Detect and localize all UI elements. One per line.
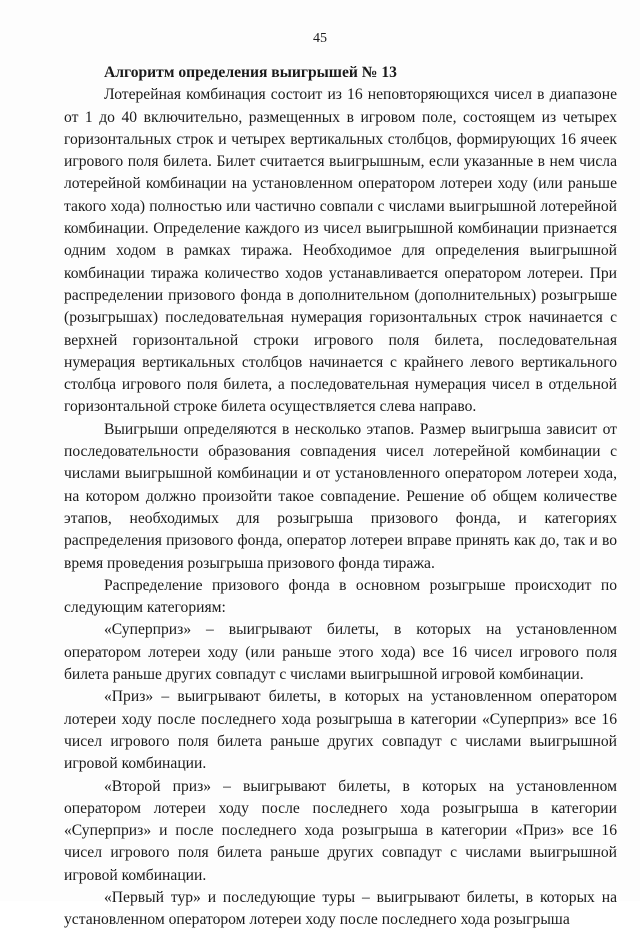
document-body [64,62,617,932]
paragraph-prize: «Приз» – выигрывают билеты, в которых на установленном оператором лотереи ходу после последнего хода розыгрыша в категории «Суперприз» все 16 чисел игрового поля билета раньше других совпадут с числами выигрышной игровой комбинации. [64,688,617,773]
section-heading: Алгоритм определения выигрышей № 13 [104,64,397,81]
page-number: 45 [313,31,327,46]
paragraph-second-prize: «Второй приз» – выигрывают билеты, в которых на установленном оператором лотереи ходу после последнего хода розыгрыша в категории «Суперприз» и после последнего хода розыгрыша в категории «Приз» все 16 чисел игрового поля билета раньше других совпадут с числами выигрышной игровой комбинации. [64,777,617,884]
paragraph-superprize: «Суперприз» – выигрывают билеты, в которых на установленном оператором лотереи ходу (или раньше этого хода) все 16 чисел игрового поля билета раньше других совпадут с числами выигрышной игровой комбинации. [64,621,617,684]
paragraph-first-round: «Первый тур» и последующие туры – выигрывают билеты, в которых на установленном оператором лотереи ходу после последнего хода розыгрыша [64,888,617,929]
paragraph-categories-intro: Распределение призового фонда в основном розыгрыше происходит по следующим категориям: [64,576,617,617]
paragraph-intro: Лотерейная комбинация состоит из 16 неповторяющихся чисел в диапазоне от 1 до 40 включительно, размещенных в игровом поле, состоящем из четырех горизонтальных строк и четырех вертикальных столбцов, формирующих 16 ячеек игрового поля билета. Билет считается выигрышным, если указанные в нем числа лотерейной комбинации на установленном оператором лотереи ходу (или раньше такого хода) полностью или частично совпали с числами выигрышной лотерейной комбинации. Определение каждого из чисел выигрышной комбинации признается одним ходом в рамках тиража. Необходимое для определения выигрышной комбинации тиража количество ходов устанавливается оператором лотереи. При распределении призового фонда в дополнительном (дополнительных) розыгрыше (розыгрышах) последовательная нумерация горизонтальных строк начинается с верхней горизонтальной строки игрового поля билета, последовательная нумерация вертикальных столбцов начинается с крайнего левого вертикального столбца игрового поля билета, а последовательная нумерация чисел в отдельной горизонтальной строке билета осуществляется слева направо. [64,86,617,416]
paragraph-stages: Выигрыши определяются в несколько этапов. Размер выигрыша зависит от последовательности образования совпадения чисел лотерейной комбинации с числами выигрышной комбинации и от установленного оператором лотереи хода, на котором должно произойти такое совпадение. Решение об общем количестве этапов, необходимых для розыгрыша призового фонда, и категориях распределения призового фонда, оператор лотереи вправе принять как до, так и во время проведения розыгрыша призового фонда тиража. [64,420,617,572]
